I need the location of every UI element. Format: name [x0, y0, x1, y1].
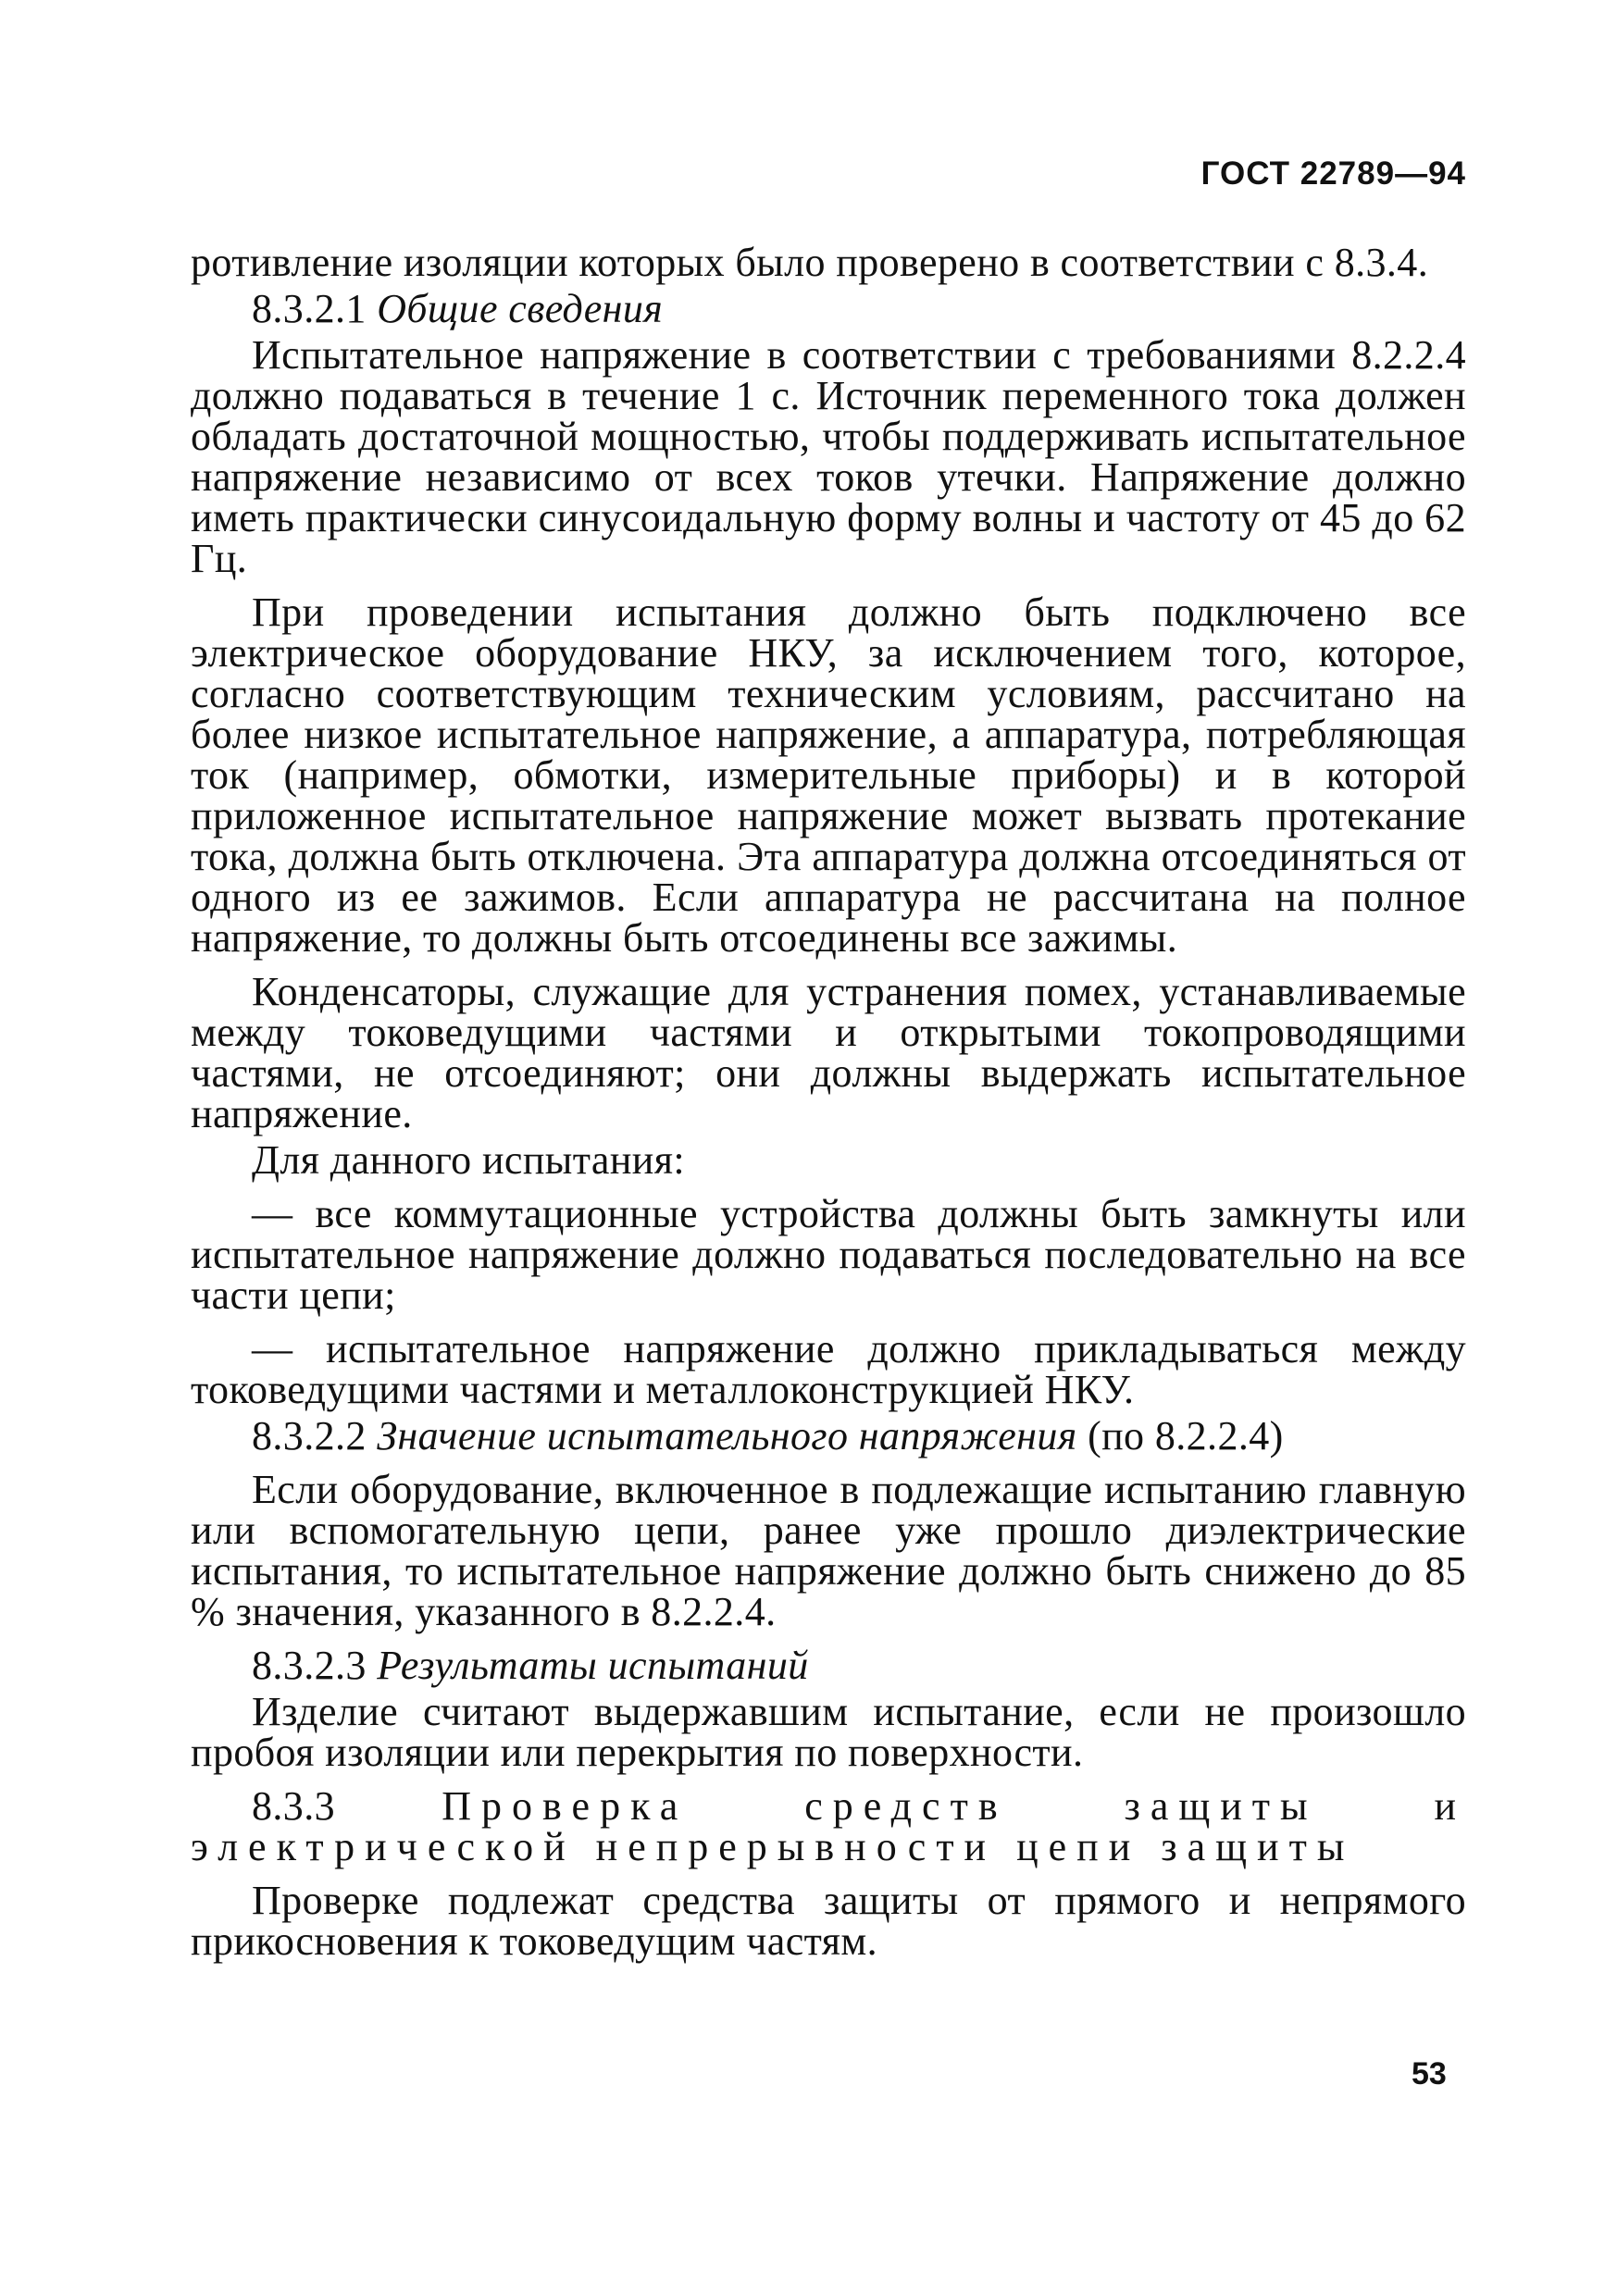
document-code: ГОСТ 22789—94 — [1200, 155, 1466, 192]
section-heading-8-3-2-3 — [191, 1645, 1466, 1686]
paragraph-test-result: Изделие считают выдержавшим испытание, если не произошло пробоя изоляции или перекрытия по поверхности. — [191, 1689, 1466, 1775]
section-title: Значение испытательного напряжения — [377, 1413, 1077, 1458]
paragraph-equipment-connection: При проведении испытания должно быть подключено все электрическое оборудование НКУ, за исключением того, которое, согласно соответствующим техническим условиям, рассчитано на более низкое испытательное напряжение, а аппаратура, потребляющая ток (например, обмотки, измерительные приборы) и в которой приложенное испытательное напряжение может вызвать протекание тока, должна быть отключена. Эта аппаратура должна отсоединяться от одного из ее зажимов. Если аппаратура не рассчитана на полное напряжение, то должны быть отсоединены все зажимы. — [191, 590, 1466, 961]
section-heading-8-3-2-2 — [191, 1413, 1466, 1458]
paragraph-reduced-voltage: Если оборудование, включенное в подлежащие испытанию главную или вспомогательную цепи, ранее уже прошло диэлектрические испытания, то испытательное напряжение должно быть снижено до 85 % значения, указанного в 8.2.2.4. — [191, 1467, 1466, 1634]
list-item-switching-devices: — все коммутационные устройства должны быть замкнуты или испытательное напряжение должно подаваться последовательно на все части цепи; — [191, 1191, 1466, 1318]
paragraph-continuation: ротивление изоляции которых было проверено в соответствии с 8.3.4. — [191, 240, 1429, 285]
paragraph-test-intro: Для данного испытания: — [252, 1137, 686, 1183]
paragraph-protection-means: Проверке подлежат средства защиты от прямого и непрямого прикосновения к токоведущим частям. — [191, 1878, 1466, 1964]
section-heading-8-3-2-1 — [191, 286, 1466, 331]
section-number: 8.3.2.3 — [252, 1643, 367, 1688]
section-heading-8-3-3 — [191, 1783, 1466, 1869]
list-item-voltage-application: — испытательное напряжение должно прикладываться между токоведущими частями и металлоконструкцией НКУ. — [191, 1326, 1466, 1412]
paragraph-capacitors: Конденсаторы, служащие для устранения помех, устанавливаемые между токоведущими частями и открытыми токопроводящими частями, не отсоединяют; они должны выдержать испытательное напряжение. — [191, 969, 1466, 1136]
section-title: Проверка средств защиты и электрической непрерывности цепи защиты — [191, 1783, 1466, 1869]
section-number: 8.3.2.1 — [252, 286, 367, 331]
section-number: 8.3.3 — [252, 1783, 335, 1829]
paragraph-test-voltage: Испытательное напряжение в соответствии с требованиями 8.2.2.4 должно подаваться в течение 1 с. Источник переменного тока должен обладать достаточной мощностью, чтобы поддерживать испытательное напряжение независимо от всех токов утечки. Напряжение должно иметь практически синусоидальную форму волны и частоту от 45 до 62 Гц. — [191, 332, 1466, 581]
section-number: 8.3.2.2 — [252, 1413, 367, 1458]
page-body — [191, 242, 1466, 1962]
section-reference: (по 8.2.2.4) — [1088, 1413, 1284, 1458]
section-title: Общие сведения — [377, 286, 664, 331]
section-title: Результаты испытаний — [377, 1643, 809, 1688]
page-number: 53 — [1412, 2056, 1447, 2091]
